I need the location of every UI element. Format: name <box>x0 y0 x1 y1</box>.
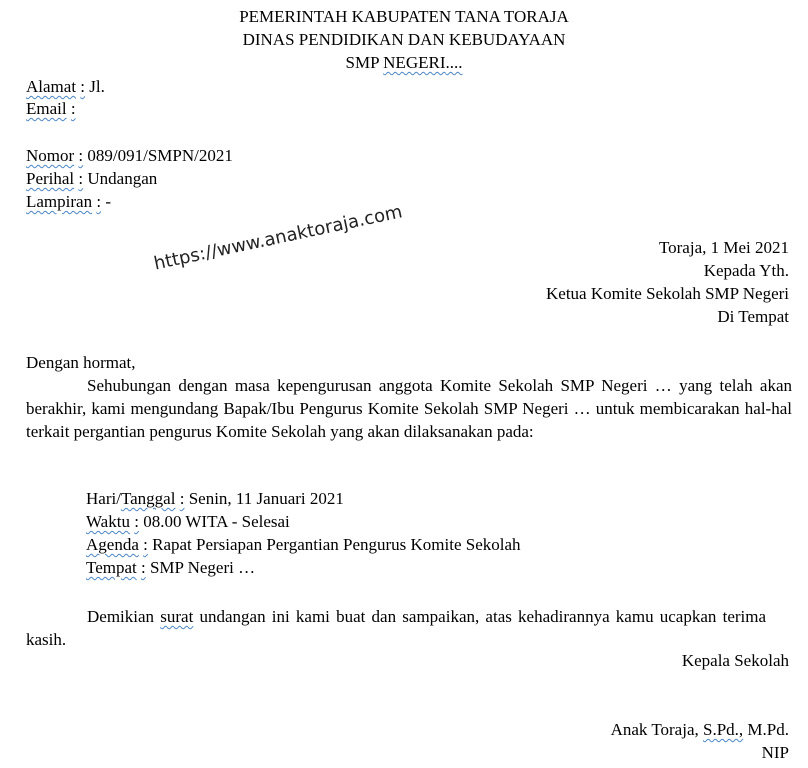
alamat-sep: : <box>80 77 86 96</box>
closing-word-surat: surat <box>160 607 194 626</box>
closing-part1: Demikian <box>87 607 155 626</box>
hari-label-prefix: Hari/ <box>86 489 121 508</box>
signer-name-line <box>611 720 789 740</box>
nomor-sep: : <box>78 146 84 165</box>
perihal-line <box>26 169 157 189</box>
place-date: Toraja, 1 Mei 2021 <box>658 238 789 257</box>
watermark-url: https://www.anaktoraja.com <box>152 201 405 275</box>
nomor-value: 089/091/SMPN/2021 <box>87 146 233 165</box>
perihal-sep: : <box>78 169 84 188</box>
perihal-label: Perihal <box>26 169 75 188</box>
alamat-value: Jl. <box>89 77 105 96</box>
email-sep: : <box>70 99 76 118</box>
signer-title: Kepala Sekolah <box>681 651 789 670</box>
perihal-value: Undangan <box>87 169 158 188</box>
signer-nip: NIP <box>761 743 789 762</box>
closing-paragraph <box>26 605 766 651</box>
nomor-label: Nomor <box>26 146 75 165</box>
waktu-line <box>86 512 290 532</box>
agenda-sep: : <box>143 535 148 554</box>
lampiran-label: Lampiran <box>26 192 93 211</box>
waktu-sep: : <box>134 512 139 531</box>
email-label: Email <box>26 99 67 118</box>
header-smp: SMP <box>345 53 379 72</box>
hari-label: Tanggal <box>120 489 176 508</box>
email-line <box>26 99 76 119</box>
body-paragraph <box>26 374 792 443</box>
lampiran-line <box>26 192 111 212</box>
tempat-line <box>86 558 255 578</box>
header-line-1: PEMERINTAH KABUPATEN TANA TORAJA <box>239 7 569 26</box>
header-dots: .... <box>445 53 463 72</box>
signer-degree-2: M.Pd. <box>747 720 789 739</box>
di-tempat: Di Tempat <box>717 307 789 326</box>
recipient: Ketua Komite Sekolah SMP Negeri <box>546 284 789 303</box>
tempat-value: SMP Negeri … <box>149 558 256 577</box>
lampiran-value: - <box>105 192 111 211</box>
agenda-label: Agenda <box>86 535 139 554</box>
signer-degree-1: S.Pd., <box>703 720 744 739</box>
kepada-yth: Kepada Yth. <box>703 261 789 280</box>
header-negeri: NEGERI <box>383 53 446 72</box>
body-paragraph-text: Sehubungan dengan masa kepengurusan anggota Komite Sekolah SMP Negeri … yang telah akan berakhir, kami mengundang Bapak/Ibu Pengurus Komite Sekolah SMP Negeri … untuk membicarakan hal-hal terkait pergantian pengurus Komite Sekolah yang akan dilaksanakan pada: <box>26 376 792 441</box>
alamat-line <box>26 77 105 97</box>
tempat-sep: : <box>140 558 146 577</box>
waktu-label: Waktu <box>86 512 130 531</box>
lampiran-sep: : <box>96 192 102 211</box>
closing-part2: undangan ini kami buat dan sampaikan, atas kehadirannya kamu ucapkan terima kasih. <box>26 607 767 649</box>
alamat-label: Alamat <box>26 77 77 96</box>
header-line-2: DINAS PENDIDIKAN DAN KEBUDAYAAN <box>242 30 566 49</box>
closing-paragraph-text <box>26 605 766 651</box>
hari-sep: : <box>179 489 185 508</box>
header-line-3 <box>0 53 808 73</box>
hari-line <box>86 489 344 509</box>
signer-name: Anak Toraja, <box>610 720 699 739</box>
nomor-line <box>26 146 233 166</box>
waktu-value: 08.00 WITA - Selesai <box>143 512 290 531</box>
greeting: Dengan hormat, <box>26 353 136 372</box>
tempat-label: Tempat <box>86 558 137 577</box>
agenda-value: Rapat Persiapan Pergantian Pengurus Komite Sekolah <box>152 535 521 554</box>
agenda-line <box>86 535 521 555</box>
hari-value: Senin, 11 Januari 2021 <box>188 489 344 508</box>
